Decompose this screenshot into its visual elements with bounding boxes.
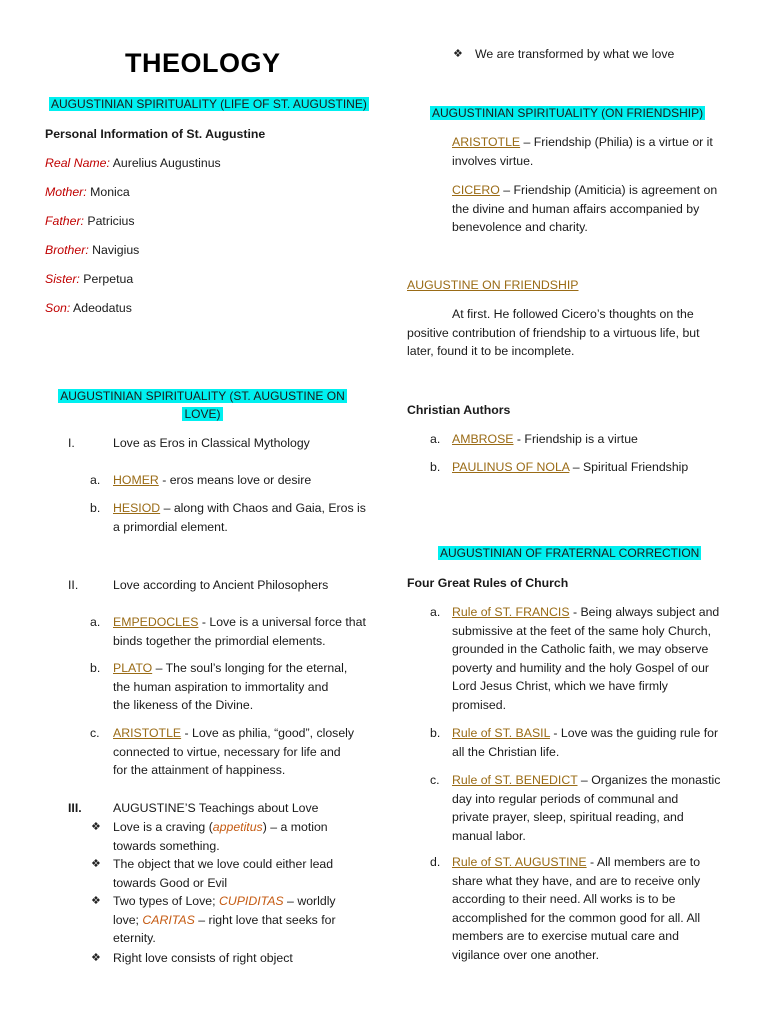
- rule-st-basil: Rule of ST. BASIL - Love was the guiding rule for all the Christian life.: [452, 726, 719, 759]
- item-marker: d.: [430, 855, 441, 869]
- item-marker: a.: [90, 615, 101, 629]
- item-empedocles: EMPEDOCLES - Love is a universal force that binds together the primordial elements.: [113, 615, 366, 648]
- bullet-object-of-love: The object that we love could either lead towards Good or Evil: [113, 857, 334, 890]
- rule-st-benedict: Rule of ST. BENEDICT – Organizes the monastic day into regular periods of communal and private prayer, sleep, spiritual reading, and manual labor.: [452, 773, 721, 843]
- personal-info-heading: Personal Information of St. Augustine: [45, 127, 266, 141]
- bullet-transformed: We are transformed by what we love: [475, 47, 675, 61]
- item-marker: c.: [430, 773, 440, 787]
- diamond-bullet-icon: ❖: [91, 895, 101, 907]
- rule-st-francis: Rule of ST. FRANCIS - Being always subject and submissive at the feet of the same holy Church, grounded in the Catholic faith, we may observe poverty and humility and the holy Gospel of our Lord Jesus Christ, which we have firmly promised.: [452, 605, 720, 712]
- item-marker: a.: [430, 432, 441, 446]
- fact-mother: Mother: Monica: [45, 185, 130, 199]
- rules-heading: Four Great Rules of Church: [407, 576, 569, 590]
- section-2-title: Love according to Ancient Philosophers: [113, 578, 329, 592]
- item-marker: a.: [430, 605, 441, 619]
- diamond-bullet-icon: ❖: [453, 48, 463, 60]
- rule-st-augustine: Rule of ST. AUGUSTINE - All members are to share what they have, and are to receive only according to their need. All works is to be accomplished for the common good for all. All members are to exercise mutual care and vigilance over one another.: [452, 855, 701, 962]
- item-marker: b.: [430, 726, 441, 740]
- item-hesiod: HESIOD – along with Chaos and Gaia, Eros is a primordial element.: [113, 501, 366, 534]
- heading-life-of-augustine: AUGUSTINIAN SPIRITUALITY (LIFE OF ST. AUGUSTINE): [51, 97, 367, 111]
- fact-sister: Sister: Perpetua: [45, 272, 134, 286]
- item-plato: PLATO – The soul’s longing for the eternal, the human aspiration to immortality and the likeness of the Divine.: [113, 661, 348, 712]
- fact-real-name: Real Name: Aurelius Augustinus: [45, 156, 221, 170]
- fact-father: Father: Patricius: [45, 214, 135, 228]
- para-cicero-friendship: CICERO – Friendship (Amiticia) is agreement on the divine and human affairs accompanied by benevolence and charity.: [452, 183, 718, 234]
- fact-brother: Brother: Navigius: [45, 243, 140, 257]
- section-1-number: I.: [68, 436, 75, 450]
- item-marker: c.: [90, 726, 100, 740]
- fact-son: Son: Adeodatus: [45, 301, 132, 315]
- item-aristotle-love: ARISTOTLE - Love as philia, “good”, closely connected to virtue, necessary for life and for the attainment of happiness.: [113, 726, 355, 777]
- item-marker: b.: [90, 501, 101, 515]
- document-title: THEOLOGY: [125, 48, 281, 78]
- bullet-right-love: Right love consists of right object: [113, 951, 293, 965]
- section-2-number: II.: [68, 578, 79, 592]
- para-augustine-friendship: At first. He followed Cicero’s thoughts on the positive contribution of friendship to a virtuous life, but later, found it to be incomplete.: [407, 307, 700, 358]
- heading-augustine-on-friendship: AUGUSTINE ON FRIENDSHIP: [407, 278, 579, 292]
- item-paulinus: PAULINUS OF NOLA – Spiritual Friendship: [452, 460, 689, 474]
- bullet-love-craving: Love is a craving (appetitus) – a motion towards something.: [113, 820, 328, 853]
- heading-fraternal-correction: AUGUSTINIAN OF FRATERNAL CORRECTION: [440, 546, 700, 560]
- bullet-two-types-of-love: Two types of Love; CUPIDITAS – worldly love; CARITAS – right love that seeks for eternity.: [113, 894, 336, 945]
- section-1-title: Love as Eros in Classical Mythology: [113, 436, 310, 450]
- section-3-number: III.: [68, 801, 82, 815]
- item-homer: HOMER - eros means love or desire: [113, 473, 312, 487]
- diamond-bullet-icon: ❖: [91, 858, 101, 870]
- item-marker: b.: [90, 661, 101, 675]
- heading-on-friendship: AUGUSTINIAN SPIRITUALITY (ON FRIENDSHIP): [432, 106, 704, 120]
- item-ambrose: AMBROSE - Friendship is a virtue: [452, 432, 638, 446]
- item-marker: a.: [90, 473, 101, 487]
- christian-authors-heading: Christian Authors: [407, 403, 511, 417]
- item-marker: b.: [430, 460, 441, 474]
- para-aristotle-friendship: ARISTOTLE – Friendship (Philia) is a virtue or it involves virtue.: [452, 135, 713, 168]
- section-3-title: AUGUSTINE’S Teachings about Love: [113, 801, 319, 815]
- heading-augustine-on-love: AUGUSTINIAN SPIRITUALITY (ST. AUGUSTINE ON LOVE): [60, 389, 345, 421]
- diamond-bullet-icon: ❖: [91, 821, 101, 833]
- diamond-bullet-icon: ❖: [91, 952, 101, 964]
